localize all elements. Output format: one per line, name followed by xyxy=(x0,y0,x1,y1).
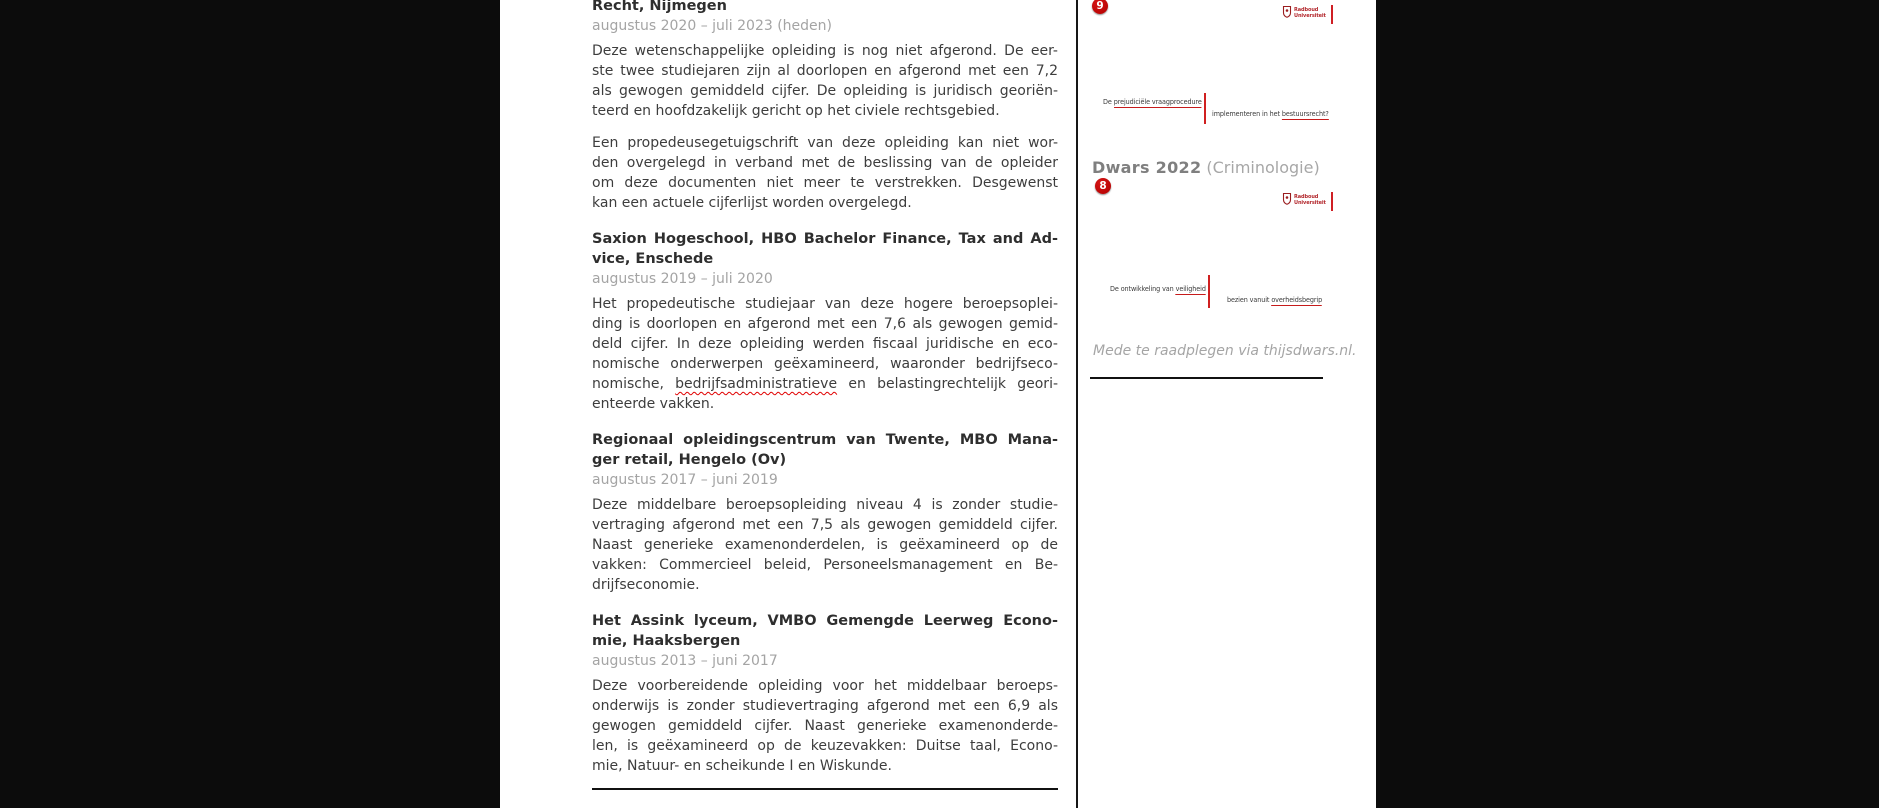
cover-red-divider xyxy=(1204,93,1206,124)
publications-note: Mede te raadplegen via thijsdwars.nl. xyxy=(1093,343,1357,359)
education-text-line: Een propedeusegetuigschrift van deze opleiding kan niet wor- xyxy=(592,135,1058,151)
education-section xyxy=(592,229,1058,414)
education-text-line: vertraging afgerond met een 7,5 als gewogen gemiddeld cijfer. xyxy=(592,517,1058,533)
cover-red-divider xyxy=(1208,275,1210,308)
education-text-line: ding is doorlopen en afgerond met een 7,6 als gewogen gemid- xyxy=(592,316,1058,332)
education-text-line: onderwijs is zonder studievertraging afgerond met een 6,9 als xyxy=(592,698,1058,714)
education-section xyxy=(592,430,1058,595)
red-underlined-text: overheidsbegrip xyxy=(1271,296,1323,304)
publication-cover-subtitle: bezien vanuit overheidsbegrip xyxy=(1227,296,1323,304)
publication-cover-title: De prejudiciële vraagprocedure xyxy=(1103,98,1202,106)
sidebar-heading-title: Dwars 2022 xyxy=(1092,158,1202,177)
education-date-range: augustus 2017 – juni 2019 xyxy=(592,472,778,488)
spellcheck-underlined-word: bedrijfsadministratieve xyxy=(675,376,838,392)
publication-cover-title: De ontwikkeling van veiligheid xyxy=(1110,285,1206,293)
education-date-range: augustus 2019 – juli 2020 xyxy=(592,271,773,287)
education-date-range: augustus 2013 – juni 2017 xyxy=(592,653,778,669)
education-text-line: Deze voorbereidende opleiding voor het middelbaar beroeps- xyxy=(592,678,1058,694)
logo-red-bar xyxy=(1331,192,1333,211)
cv-document-page xyxy=(500,0,1376,808)
education-title-line: Saxion Hogeschool, HBO Bachelor Finance, Tax and Ad- xyxy=(592,231,1058,247)
education-text-line: ste twee studiejaren zijn al doorlopen en afgerond met een 7,2 xyxy=(592,63,1058,79)
publication-count-badge: 8 xyxy=(1095,178,1111,194)
publication-count-badge: 9 xyxy=(1092,0,1108,14)
education-text-line: teerd en hoofdzakelijk gericht op het civiele rechtsgebied. xyxy=(592,103,1000,119)
education-paragraph xyxy=(592,495,1058,595)
radboud-logo-text: Radboud Universiteit xyxy=(1294,7,1326,19)
publications-column xyxy=(1090,0,1376,808)
education-text-line: len, is geëxamineerd op de keuzevakken: Duitse taal, Econo- xyxy=(592,738,1058,754)
education-text-line: vakken: Commercieel beleid, Personeelsmanagement en Be- xyxy=(592,557,1058,573)
education-text-line: nomische, bedrijfsadministratieve en belastingrechtelijk geori- xyxy=(592,376,1059,392)
radboud-university-logo xyxy=(1282,192,1333,211)
education-paragraph xyxy=(592,294,1058,414)
education-text-line: enteerde vakken. xyxy=(592,396,715,412)
radboud-university-logo xyxy=(1282,5,1333,24)
education-paragraph xyxy=(592,41,1058,121)
education-title-line: Regionaal opleidingscentrum van Twente, MBO Mana- xyxy=(592,432,1058,448)
education-paragraph xyxy=(592,676,1058,776)
education-title-line: mie, Haaksbergen xyxy=(592,633,741,649)
education-text-line: deld cijfer. In deze opleiding werden fiscaal juridische en eco- xyxy=(592,336,1058,352)
education-text-line: gewogen gemiddeld cijfer. Naast generieke examenonderde- xyxy=(592,718,1058,734)
radboud-shield-icon xyxy=(1282,192,1292,206)
column-divider-line xyxy=(1076,0,1078,808)
education-section xyxy=(592,0,1058,213)
education-column xyxy=(592,0,1058,790)
red-underlined-text: bestuursrecht? xyxy=(1281,110,1329,118)
publication-cover-subtitle: implementeren in het bestuursrecht? xyxy=(1212,110,1329,118)
education-text-line: nomische onderwerpen geëxamineerd, waaronder bedrijfseco- xyxy=(592,356,1058,372)
education-title-line: ger retail, Hengelo (Ov) xyxy=(592,452,787,468)
education-text-line: mie, Natuur- en scheikunde I en Wiskunde. xyxy=(592,758,892,774)
logo-red-bar xyxy=(1331,5,1333,24)
sidebar-section-heading xyxy=(1092,158,1320,178)
education-date-range: augustus 2020 – juli 2023 (heden) xyxy=(592,18,832,34)
education-text-line: kan een actuele cijferlijst worden overgelegd. xyxy=(592,195,912,211)
radboud-shield-icon xyxy=(1282,5,1292,19)
education-text-line: drijfseconomie. xyxy=(592,577,700,593)
education-divider-rule xyxy=(592,788,1058,790)
red-underlined-text: veiligheid xyxy=(1175,285,1206,293)
education-title-line: Recht, Nijmegen xyxy=(592,0,727,14)
education-section xyxy=(592,611,1058,776)
education-text-line: den overgelegd in verband met de beslissing van de opleider xyxy=(592,155,1058,171)
education-text-line: Deze wetenschappelijke opleiding is nog niet afgerond. De eer- xyxy=(592,43,1058,59)
radboud-logo-text: Radboud Universiteit xyxy=(1294,194,1326,206)
education-text-line: Deze middelbare beroepsopleiding niveau 4 is zonder studie- xyxy=(592,497,1058,513)
red-underlined-text: prejudiciële vraagprocedure xyxy=(1113,98,1202,106)
education-text-line: om deze documenten niet meer te verstrekken. Desgewenst xyxy=(592,175,1058,191)
education-paragraph xyxy=(592,133,1058,213)
education-text-line: Naast generieke examenonderdelen, is geëxamineerd op de xyxy=(592,537,1058,553)
sidebar-divider-rule xyxy=(1090,377,1323,379)
education-title-line: vice, Enschede xyxy=(592,251,714,267)
education-text-line: Het propedeutische studiejaar van deze hogere beroepsoplei- xyxy=(592,296,1058,312)
sidebar-heading-subtitle: (Criminologie) xyxy=(1206,158,1320,177)
education-title-line: Het Assink lyceum, VMBO Gemengde Leerweg Econo- xyxy=(592,613,1058,629)
education-text-line: als gewogen gemiddeld cijfer. De opleiding is juridisch georiën- xyxy=(592,83,1058,99)
